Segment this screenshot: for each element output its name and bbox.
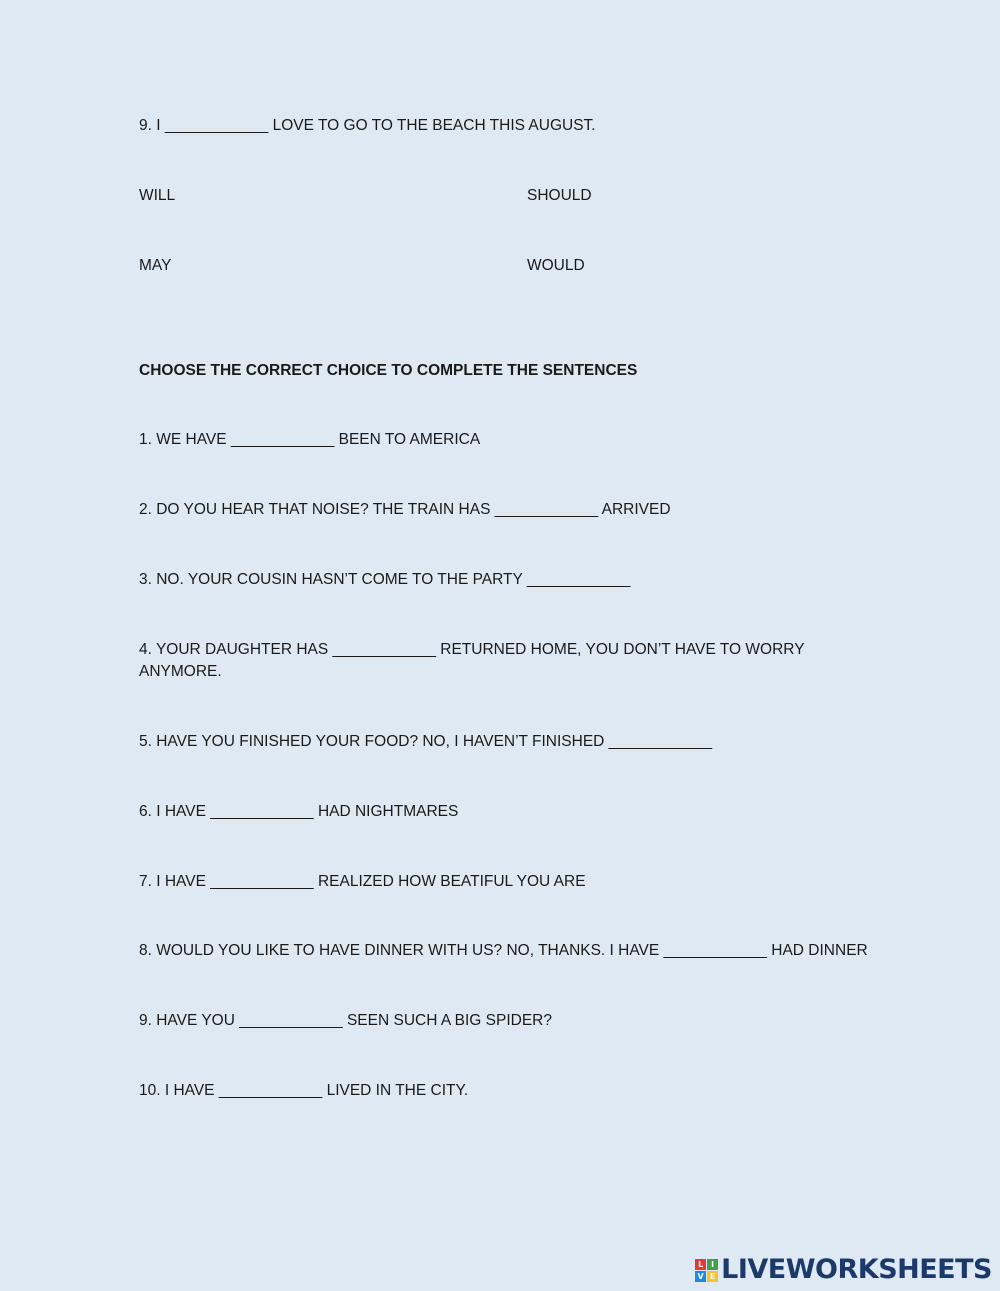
logo-mark-icon <box>695 1259 718 1282</box>
option-will[interactable]: WILL <box>139 187 176 204</box>
sentence-5: 5. HAVE YOU FINISHED YOUR FOOD? NO, I HAVEN’T FINISHED ____________ <box>139 733 713 750</box>
logo-text: LIVEWORKSHEETS <box>721 1254 992 1285</box>
sentence-7: 7. I HAVE ____________ REALIZED HOW BEATIFUL YOU ARE <box>139 873 586 890</box>
logo-mark-letter: L <box>695 1259 706 1270</box>
logo-mark-letter: I <box>707 1259 718 1270</box>
logo-mark-letter: E <box>707 1271 718 1282</box>
sentence-6: 6. I HAVE ____________ HAD NIGHTMARES <box>139 803 459 820</box>
sentence-2: 2. DO YOU HEAR THAT NOISE? THE TRAIN HAS ____________ ARRIVED <box>139 501 671 518</box>
sentence-10: 10. I HAVE ____________ LIVED IN THE CITY. <box>139 1082 469 1099</box>
sentence-3: 3. NO. YOUR COUSIN HASN’T COME TO THE PARTY ____________ <box>139 571 631 588</box>
option-would[interactable]: WOULD <box>527 257 585 274</box>
section-instruction: CHOOSE THE CORRECT CHOICE TO COMPLETE THE SENTENCES <box>139 362 638 379</box>
liveworksheets-logo <box>695 1255 992 1285</box>
logo-mark-letter: V <box>695 1271 706 1282</box>
sentence-4: 4. YOUR DAUGHTER HAS ____________ RETURNED HOME, YOU DON’T HAVE TO WORRY ANYMORE. <box>139 641 805 680</box>
question-9-top: 9. I ____________ LOVE TO GO TO THE BEACH THIS AUGUST. <box>139 117 596 134</box>
option-should[interactable]: SHOULD <box>527 187 592 204</box>
sentence-8: 8. WOULD YOU LIKE TO HAVE DINNER WITH US? NO, THANKS. I HAVE ____________ HAD DINNER <box>139 942 868 959</box>
sentence-1: 1. WE HAVE ____________ BEEN TO AMERICA <box>139 431 481 448</box>
sentence-9: 9. HAVE YOU ____________ SEEN SUCH A BIG SPIDER? <box>139 1012 552 1029</box>
option-may[interactable]: MAY <box>139 257 172 274</box>
